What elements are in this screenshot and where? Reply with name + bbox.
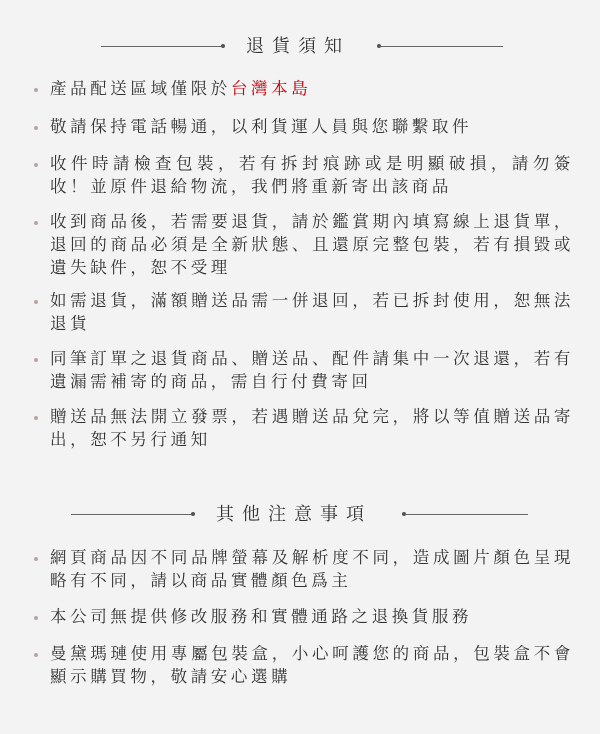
list-item-text: 本公司無提供修改服務和實體通路之退換貨服務: [50, 607, 473, 626]
list-item-text: 曼黛瑪璉使用專屬包裝盒，小心呵護您的商品，包裝盒不會顯示購買物，敬請安心選購: [50, 644, 574, 686]
return-policy-title: 退貨須知: [246, 36, 350, 57]
bullet-dot: [34, 126, 38, 130]
header-left-dot: [221, 44, 225, 48]
list-item-text: 敬請保持電話暢通，以利貨運人員與您聯繫取件: [50, 117, 473, 136]
highlight-text: 台灣本島: [230, 79, 312, 98]
bullet-dot: [34, 653, 38, 657]
other-notes-title: 其他注意事項: [216, 504, 372, 525]
return-policy-header: [0, 35, 600, 59]
other-notes-header: [0, 503, 600, 527]
bullet-dot: [34, 163, 38, 167]
bullet-dot: [34, 557, 38, 561]
list-item-text: [50, 77, 574, 100]
list-item-text: 收到商品後，若需要退貨，請於鑑賞期內填寫線上退貨單，退回的商品必須是全新狀態、且還原完整包裝，若有損毀或遺失缺件，恕不受理: [50, 212, 574, 277]
bullet-dot: [34, 416, 38, 420]
bullet-dot: [34, 358, 38, 362]
list-item-text: 贈送品無法開立發票，若遇贈送品兌完，將以等值贈送品寄出，恕不另行通知: [50, 407, 574, 449]
bullet-dot: [34, 88, 38, 92]
list-item-text: 同筆訂單之退貨商品、贈送品、配件請集中一次退還，若有遺漏需補寄的商品，需自行付費寄回: [50, 349, 574, 391]
list-item-text: 收件時請檢查包裝，若有拆封痕跡或是明顯破損，請勿簽收！並原件退給物流，我們將重新寄出該商品: [50, 154, 574, 196]
header-left-rule: [101, 46, 223, 47]
header-left-rule: [71, 514, 193, 515]
bullet-dot: [34, 221, 38, 225]
list-item-text-lead: 產品配送區域僅限於: [50, 79, 231, 98]
bullet-dot: [34, 616, 38, 620]
header-right-rule: [381, 46, 503, 47]
list-item-text: 如需退貨，滿額贈送品需一併退回，若已拆封使用，恕無法退貨: [50, 291, 574, 333]
bullet-dot: [34, 300, 38, 304]
header-right-rule: [406, 514, 528, 515]
list-item-text: 網頁商品因不同品牌螢幕及解析度不同，造成圖片顏色呈現略有不同，請以商品實體顏色爲主: [50, 548, 574, 590]
header-left-dot: [191, 512, 195, 516]
